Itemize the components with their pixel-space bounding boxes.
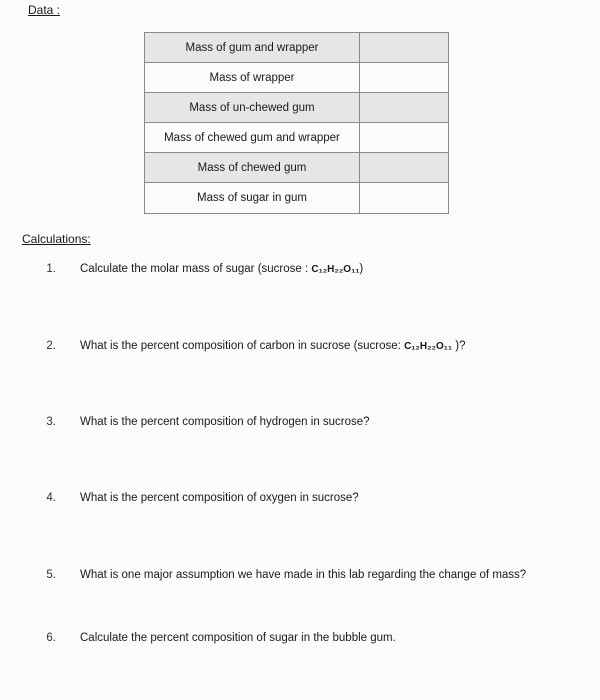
row-label: Mass of chewed gum [145,153,360,183]
row-label: Mass of sugar in gum [145,183,360,214]
question-text: What is one major assumption we have made in this lab regarding the change of mass? [80,569,527,581]
table-row [145,93,449,123]
question-text: Calculate the molar mass of sugar (sucrose : C₁₂H₂₂O₁₁) [80,263,364,275]
question-text: What is the percent composition of carbon in sucrose (sucrose: C₁₂H₂₂O₁₁ )? [80,340,466,352]
row-label: Mass of chewed gum and wrapper [145,123,360,153]
row-label: Mass of gum and wrapper [145,33,360,63]
table-row [145,63,449,93]
question-text: Calculate the percent composition of sugar in the bubble gum. [80,632,396,644]
row-value-cell [360,63,449,93]
question-number: 5. [46,569,56,581]
row-value-cell [360,123,449,153]
table-row [145,33,449,63]
row-value-cell [360,183,449,214]
data-heading: Data : [28,3,61,17]
row-value-cell [360,153,449,183]
question-number: 4. [46,492,56,504]
question-number: 2. [46,340,56,352]
table-row [145,183,449,214]
sucrose-formula: C₁₂H₂₂O₁₁ [311,264,360,275]
row-value-cell [360,93,449,123]
row-value-cell [360,33,449,63]
question-text: What is the percent composition of oxygen in sucrose? [80,492,359,504]
question-number: 6. [46,632,56,644]
data-table [144,32,449,214]
table-row [145,153,449,183]
question-number: 1. [46,263,56,275]
question-number: 3. [46,416,56,428]
question-text: What is the percent composition of hydrogen in sucrose? [80,416,370,428]
sucrose-formula: C₁₂H₂₂O₁₁ [404,341,453,352]
table-row [145,123,449,153]
row-label: Mass of wrapper [145,63,360,93]
calculations-heading: Calculations: [22,232,91,246]
row-label: Mass of un-chewed gum [145,93,360,123]
